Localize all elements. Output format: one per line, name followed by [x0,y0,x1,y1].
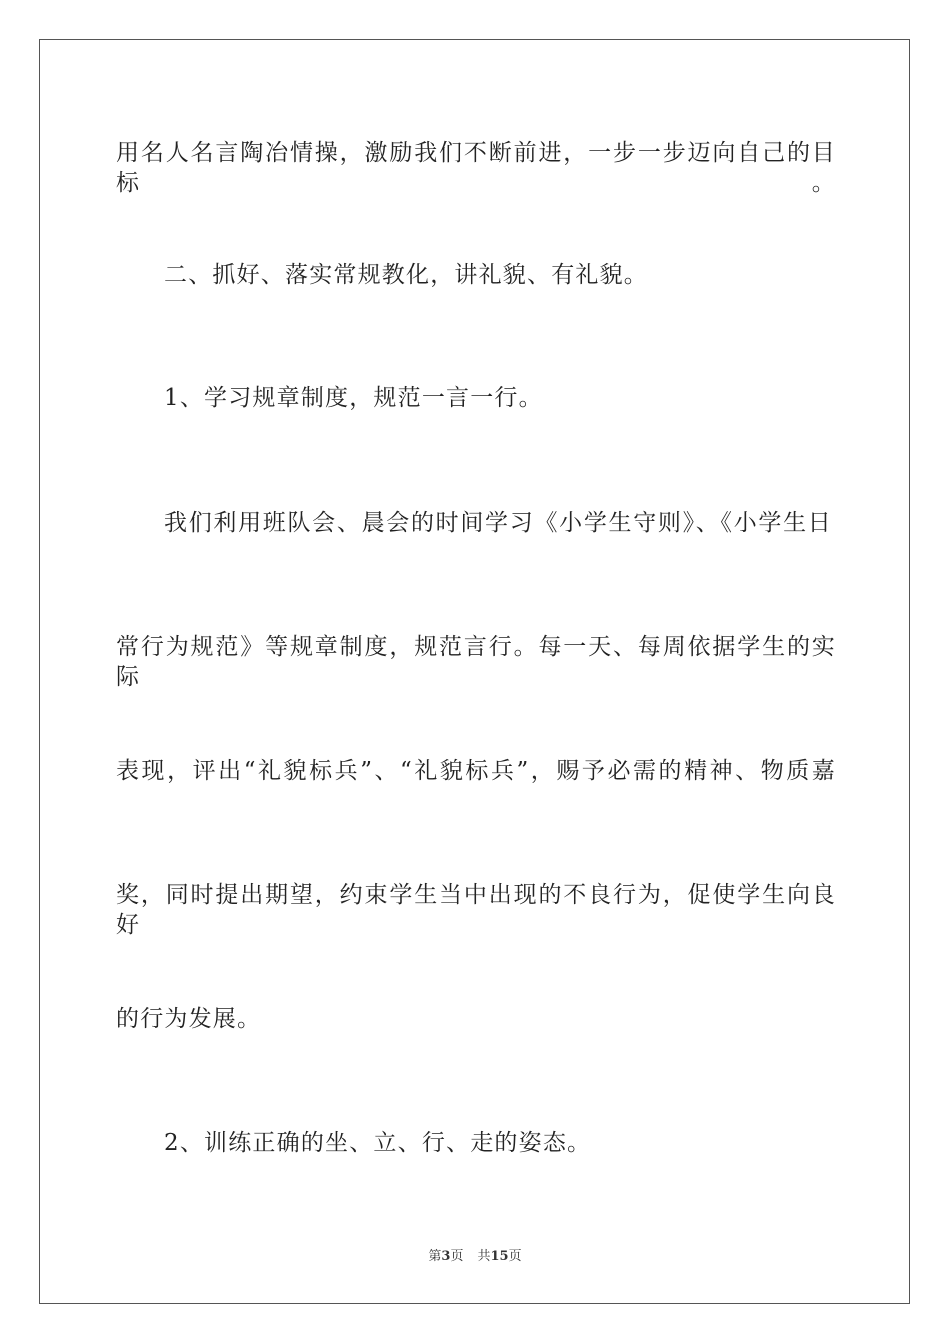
page-label-suffix: 页 [450,1249,464,1264]
paragraph-line-8: 的行为发展。 [116,1006,262,1032]
current-page-number: 3 [441,1249,451,1264]
total-label-suffix: 页 [508,1249,522,1264]
page-label-prefix: 第 [428,1249,442,1264]
total-label-prefix: 共 [477,1249,491,1264]
paragraph-line-6: 表现，评出“礼貌标兵”、“礼貌标兵”，赐予必需的精神、物质嘉 [116,758,836,784]
paragraph-line-1: 用名人名言陶冶情操，激励我们不断前进，一步一步迈向自己的目标。 [116,140,836,196]
page-footer [0,1245,950,1264]
subsection-heading-1: 1、学习规章制度，规范一言一行。 [164,385,543,411]
paragraph-line-4: 我们利用班队会、晨会的时间学习《小学生守则》、《小学生日 [164,510,832,536]
paragraph-line-5: 常行为规范》等规章制度，规范言行。每一天、每周依据学生的实际 [116,634,836,690]
total-pages-number: 15 [490,1249,509,1264]
subsection-heading-2: 2、训练正确的坐、立、行、走的姿态。 [164,1130,592,1156]
paragraph-line-7: 奖，同时提出期望，约束学生当中出现的不良行为，促使学生向良好 [116,882,836,938]
section-heading-2: 二、抓好、落实常规教化，讲礼貌、有礼貌。 [164,262,648,288]
